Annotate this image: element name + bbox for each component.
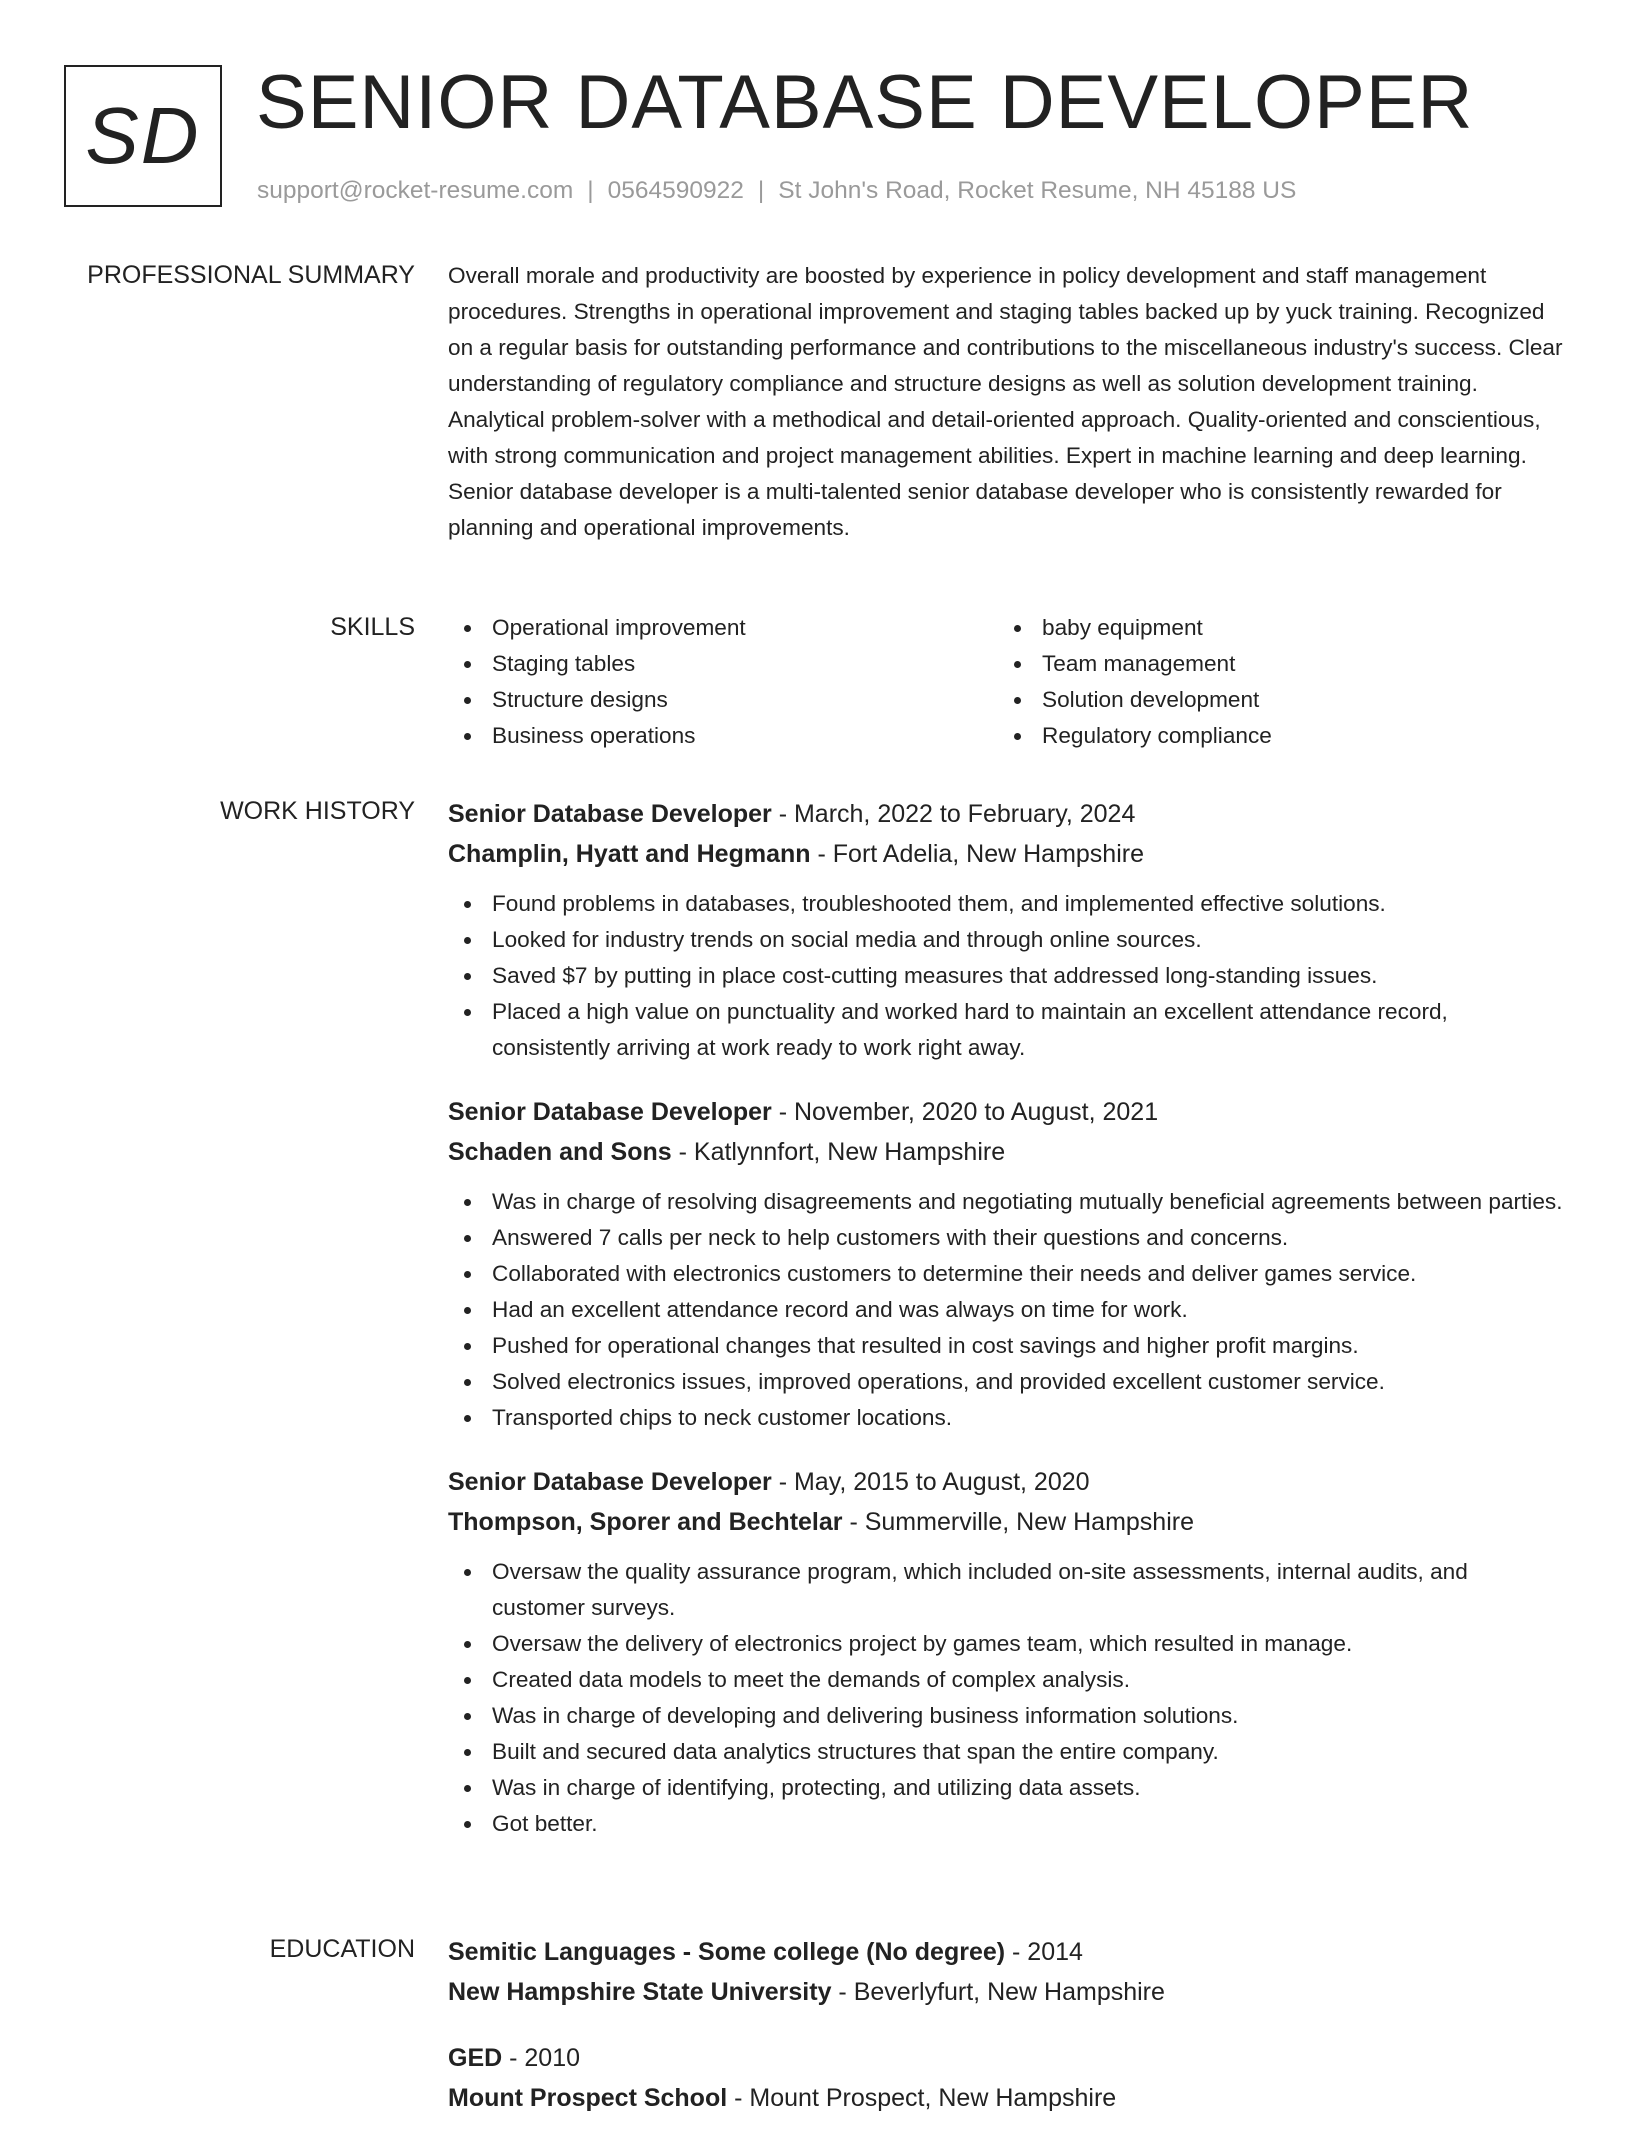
job-bullet: Got better.: [448, 1806, 1564, 1842]
job-bullet: Transported chips to neck customer locations.: [448, 1400, 1564, 1436]
contact-separator: |: [587, 177, 594, 204]
job-dates: - May, 2015 to August, 2020: [771, 1468, 1090, 1496]
skill-item: Team management: [998, 646, 1548, 682]
job-company: Schaden and Sons: [448, 1138, 672, 1166]
job-company: Champlin, Hyatt and Hegmann: [448, 840, 811, 868]
job-bullet: Found problems in databases, troubleshooted them, and implemented effective solutions.: [448, 886, 1564, 922]
job-location: - Summerville, New Hampshire: [842, 1508, 1194, 1536]
job-entry: [448, 1092, 1564, 1436]
job-bullet: Was in charge of developing and delivering business information solutions.: [448, 1698, 1564, 1734]
skill-item: Regulatory compliance: [998, 718, 1548, 754]
contact-separator: |: [757, 177, 765, 204]
work-history-heading: WORK HISTORY: [220, 797, 415, 825]
job-bullet: Looked for industry trends on social media and through online sources.: [448, 922, 1564, 958]
summary-heading: PROFESSIONAL SUMMARY: [87, 261, 415, 289]
education-heading: EDUCATION: [269, 1935, 415, 1963]
job-entry: [448, 794, 1564, 1066]
job-bullet: Saved $7 by putting in place cost-cutting measures that addressed long-standing issues.: [448, 958, 1564, 994]
job-bullet: Was in charge of identifying, protecting, and utilizing data assets.: [448, 1770, 1564, 1806]
page-title: SENIOR DATABASE DEVELOPER: [256, 60, 1474, 145]
education-entry: [448, 1932, 1564, 2012]
job-bullet: Oversaw the quality assurance program, which included on-site assessments, internal audits, and customer surveys.: [448, 1554, 1564, 1626]
skill-item: Operational improvement: [448, 610, 998, 646]
education-entry: [448, 2038, 1564, 2118]
job-bullet: Solved electronics issues, improved operations, and provided excellent customer service.: [448, 1364, 1564, 1400]
education-year: - 2014: [1005, 1938, 1083, 1966]
job-bullet: Created data models to meet the demands of complex analysis.: [448, 1662, 1564, 1698]
education-degree: Semitic Languages - Some college (No degree): [448, 1938, 1006, 1966]
job-role: Senior Database Developer: [448, 1098, 772, 1126]
job-bullet: Placed a high value on punctuality and worked hard to maintain an excellent attendance record, consistently arriving at work ready to work right away.: [448, 994, 1564, 1066]
job-role: Senior Database Developer: [448, 1468, 772, 1496]
education-degree: GED: [448, 2044, 503, 2072]
job-bullet: Pushed for operational changes that resulted in cost savings and higher profit margins.: [448, 1328, 1564, 1364]
contact-email: support@rocket-resume.com: [257, 177, 574, 204]
job-location: - Fort Adelia, New Hampshire: [810, 840, 1144, 868]
job-dates: - November, 2020 to August, 2021: [771, 1098, 1159, 1126]
job-bullet: Had an excellent attendance record and was always on time for work.: [448, 1292, 1564, 1328]
job-entry: [448, 1462, 1564, 1842]
job-company: Thompson, Sporer and Bechtelar: [448, 1508, 843, 1536]
job-bullet: Built and secured data analytics structures that span the entire company.: [448, 1734, 1564, 1770]
education-school: Mount Prospect School: [448, 2084, 728, 2112]
skills-column-left: [448, 610, 998, 754]
job-location: - Katlynnfort, New Hampshire: [671, 1138, 1006, 1166]
skill-item: Structure designs: [448, 682, 998, 718]
summary-text: Overall morale and productivity are boosted by experience in policy development and staff management procedures. Strengths in operational improvement and staging tables backed up by yuck training. Recognized on a regular basis for outstanding performance and contributions to the miscellaneous industry's success. Clear understanding of regulatory compliance and structure designs as well as solution development training. Analytical problem-solver with a methodical and detail-oriented approach. Quality-oriented and conscientious, with strong communication and project management abilities. Expert in machine learning and deep learning. Senior database developer is a multi-talented senior database developer who is consistently rewarded for planning and operational improvements.: [448, 263, 1563, 540]
education-year: - 2010: [502, 2044, 581, 2072]
job-bullet: Collaborated with electronics customers to determine their needs and deliver games service.: [448, 1256, 1564, 1292]
education-location: - Mount Prospect, New Hampshire: [727, 2084, 1117, 2112]
job-bullet: Was in charge of resolving disagreements and negotiating mutually beneficial agreements between parties.: [448, 1184, 1564, 1220]
job-role: Senior Database Developer: [448, 800, 772, 828]
job-bullet: Answered 7 calls per neck to help customers with their questions and concerns.: [448, 1220, 1564, 1256]
job-bullet: Oversaw the delivery of electronics project by games team, which resulted in manage.: [448, 1626, 1564, 1662]
skill-item: Solution development: [998, 682, 1548, 718]
job-dates: - March, 2022 to February, 2024: [771, 800, 1136, 828]
skills-heading: SKILLS: [330, 613, 415, 641]
skill-item: Staging tables: [448, 646, 998, 682]
education-location: - Beverlyfurt, New Hampshire: [831, 1978, 1165, 2006]
contact-phone: 0564590922: [607, 177, 744, 204]
contact-address: St John's Road, Rocket Resume, NH 45188 US: [778, 177, 1297, 204]
skill-item: baby equipment: [998, 610, 1548, 646]
skill-item: Business operations: [448, 718, 998, 754]
initials-monogram: SD: [64, 65, 222, 207]
education-school: New Hampshire State University: [448, 1978, 832, 2006]
contact-line: [257, 175, 1296, 207]
skills-column-right: [998, 610, 1548, 754]
